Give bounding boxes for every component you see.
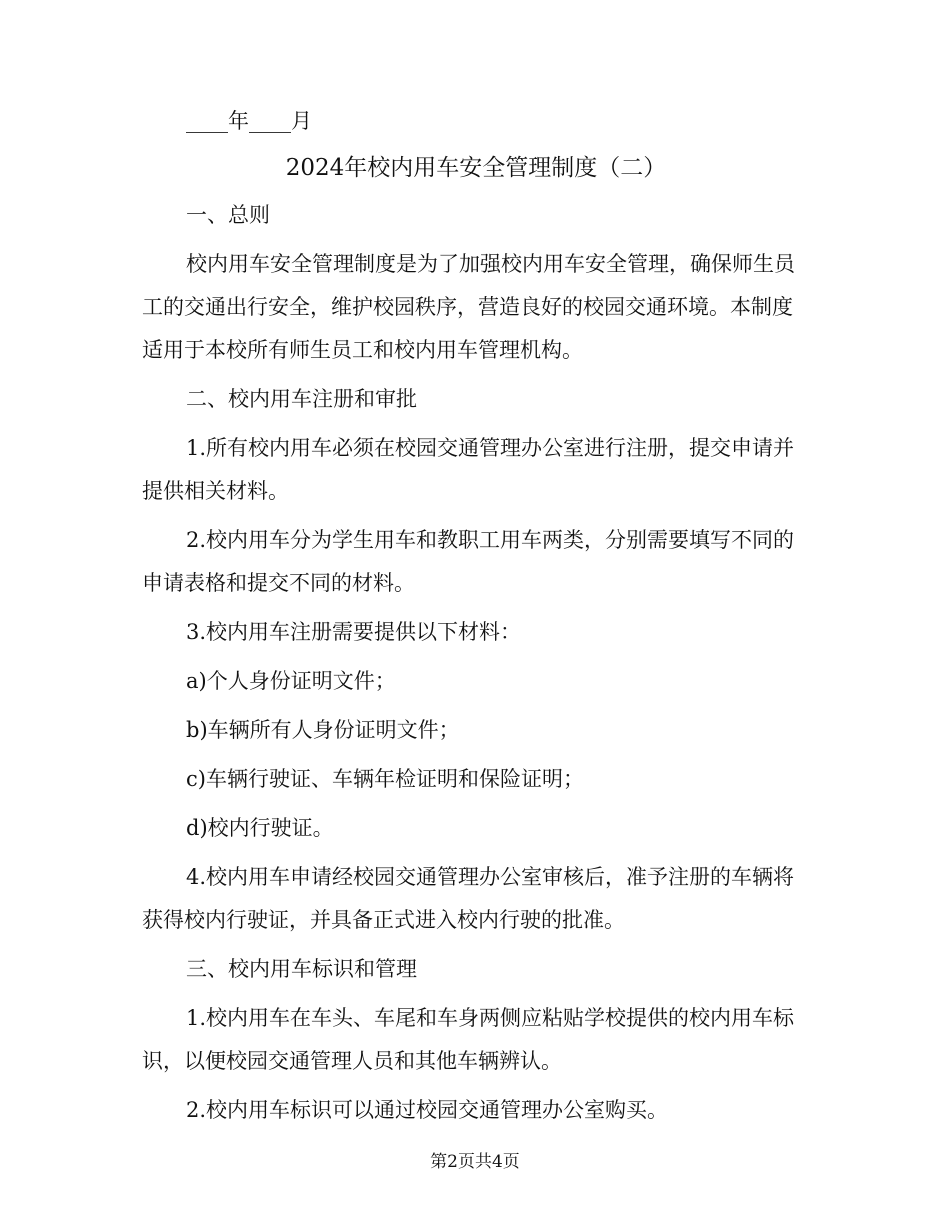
list-item-d: d)校内行驶证。 [186,816,334,840]
section-heading-registration: 二、校内用车注册和审批 [186,387,417,411]
list-item-a: a)个人身份证明文件； [186,669,396,693]
paragraph-identification-2: 2.校内用车标识可以通过校园交通管理办公室购买。 [186,1098,669,1122]
document-body [142,100,810,1138]
paragraph-registration-1: 1.所有校内用车必须在校园交通管理办公室进行注册，提交申请并提供相关材料。 [142,436,795,503]
list-item-b: b)车辆所有人身份证明文件； [186,718,460,742]
paragraph-identification-1: 1.校内用车在车头、车尾和车身两侧应粘贴学校提供的校内用车标识，以便校园交通管理人员和其他车辆辨认。 [142,1006,795,1073]
document-title: 2024年校内用车安全管理制度（二） [285,155,667,181]
section-heading-general: 一、总则 [186,203,270,227]
date-line: ____年____月 [186,109,312,133]
list-item-c: c)车辆行驶证、车辆年检证明和保险证明； [186,767,584,791]
paragraph-registration-4: 4.校内用车申请经校园交通管理办公室审核后，准予注册的车辆将获得校内行驶证，并具备正式进入校内行驶的批准。 [142,865,795,932]
section-heading-identification: 三、校内用车标识和管理 [186,957,417,981]
paragraph-general-purpose: 校内用车安全管理制度是为了加强校内用车安全管理，确保师生员工的交通出行安全，维护校园秩序，营造良好的校园交通环境。本制度适用于本校所有师生员工和校内用车管理机构。 [142,252,795,362]
page-footer: 第2页共4页 [430,1152,520,1172]
paragraph-registration-2: 2.校内用车分为学生用车和教职工用车两类，分别需要填写不同的申请表格和提交不同的材料。 [142,528,795,595]
paragraph-registration-3: 3.校内用车注册需要提供以下材料： [186,620,522,644]
